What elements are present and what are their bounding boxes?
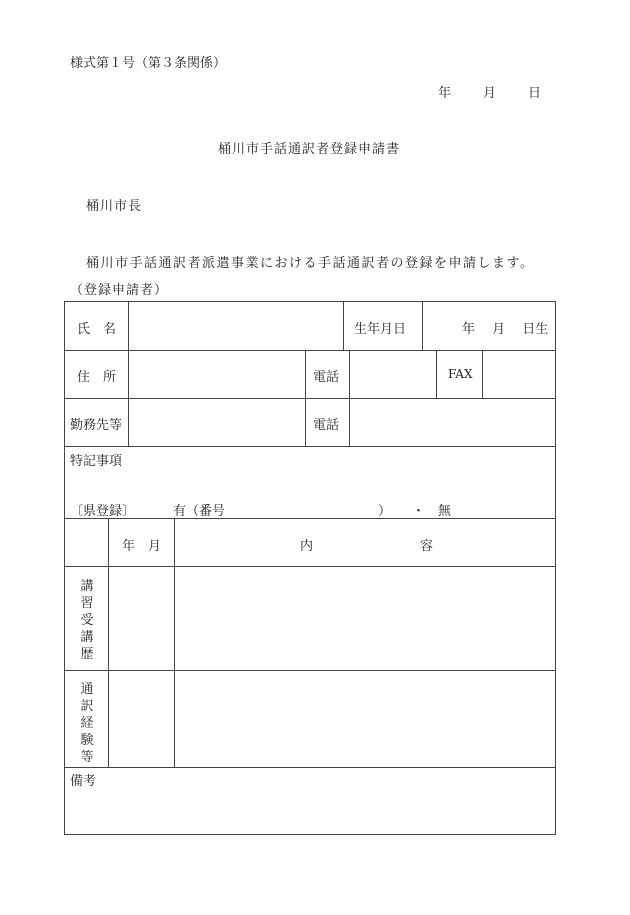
form-number: 様式第１号（第３条関係） xyxy=(70,56,227,71)
date-month-label: 月 xyxy=(483,86,497,101)
special-notes-label: 特記事項 xyxy=(70,454,123,469)
application-statement: 桶川市手話通訳者派遣事業における手話通訳者の登録を申請します。 xyxy=(86,256,535,271)
course-history-content-field[interactable] xyxy=(176,568,554,669)
history-content-header-1: 内 xyxy=(300,539,314,554)
history-year-month-header: 年 月 xyxy=(122,539,162,554)
address-field[interactable] xyxy=(130,352,304,397)
pref-registration-yes[interactable]: 有（番号 xyxy=(173,504,226,519)
remarks-field[interactable] xyxy=(66,788,554,833)
interpretation-experience-label: 通 訳 経 験 等 xyxy=(80,682,94,765)
phone-label: 電話 xyxy=(313,370,340,385)
phone-field[interactable] xyxy=(351,352,435,397)
experience-content-field[interactable] xyxy=(176,672,554,766)
date-day-label: 日 xyxy=(528,86,542,101)
workplace-phone-label: 電話 xyxy=(313,418,340,433)
workplace-label: 勤務先等 xyxy=(70,418,123,433)
birth-date-field[interactable]: 年 月 日生 xyxy=(462,322,549,337)
course-history-label: 講 習 受 講 歴 xyxy=(80,579,94,662)
workplace-field[interactable] xyxy=(130,400,304,445)
pref-registration-no[interactable]: 無 xyxy=(438,504,452,519)
experience-date-field[interactable] xyxy=(110,672,173,766)
fax-field[interactable] xyxy=(484,352,554,397)
name-field[interactable] xyxy=(130,303,342,349)
workplace-phone-field[interactable] xyxy=(351,400,554,445)
name-label: 氏 名 xyxy=(77,322,117,337)
birth-date-label: 生年月日 xyxy=(354,322,407,337)
addressee: 桶川市長 xyxy=(86,199,143,214)
fax-label: FAX xyxy=(448,367,473,381)
history-content-header-2: 容 xyxy=(420,539,434,554)
pref-registration-close-paren: ） xyxy=(378,504,392,519)
document-title: 桶川市手話通訳者登録申請書 xyxy=(218,142,401,157)
remarks-label: 備考 xyxy=(70,774,97,789)
pref-registration-separator: ・ xyxy=(412,504,426,519)
course-history-date-field[interactable] xyxy=(110,568,173,669)
applicant-caption: （登録申請者） xyxy=(70,283,169,298)
date-year-label: 年 xyxy=(438,86,452,101)
pref-registration-label: 〔県登録〕 xyxy=(70,504,136,519)
address-label: 住 所 xyxy=(77,370,117,385)
